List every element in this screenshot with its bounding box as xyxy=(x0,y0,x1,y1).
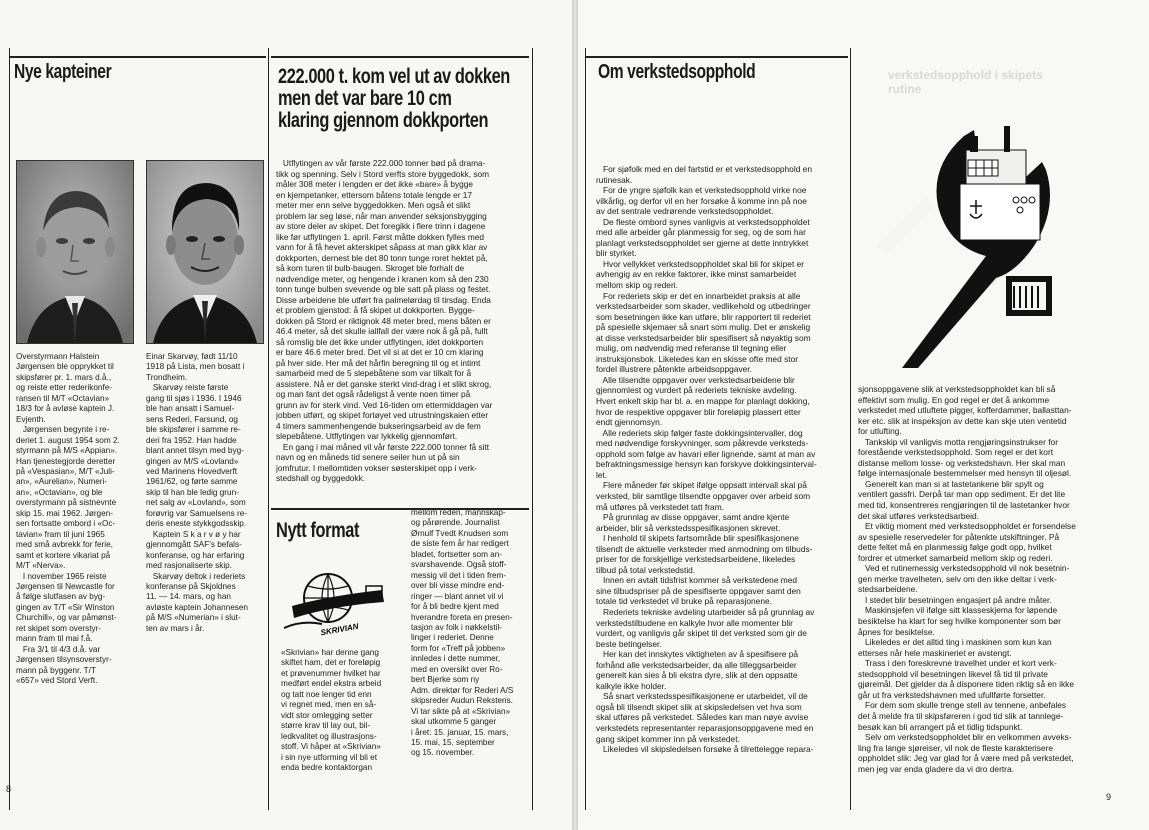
wrench-ship-illustration xyxy=(856,96,1074,368)
skrivian-logo xyxy=(282,560,392,640)
headline-line-2: men det var bare 10 cm xyxy=(278,87,452,110)
headline-line-3: klaring gjennom dokkporten xyxy=(278,109,489,132)
section-rule xyxy=(10,56,266,58)
column-rule xyxy=(532,48,533,810)
article-body-verkstedsopphold-col1: For sjøfolk med en del fartstid er et verkstedsopphold en rutinesak. For de yngre sjøfolk kan et verkstedsopphold virke noe vilkårlig, og derfor vil en her forsøke å komme inn på noe av det sentrale vedrørende verkstedsoppholdet. De fleste ombord synes vanligvis at verkstedsoppholdet med alle arbeider går planmessig for seg, og de som har planlagt verkstedsoppholdet ser gjerne at dette inntrykket blir styrket. Hvor vellykket verkstedsoppholdet skal bli for skipet er avhengig av en rekke faktorer, ikke minst samarbeidet mellom skip og rederi. For rederiets skip er det en innarbeidet praksis at alle verkstedsarbeider som skader, vedlikehold og utbedringer som besetningen ikke kan utføre, blir rapportert til rederiet på spesielle skjemaer så snart som mulig. Det er ønskelig at disse verkstedsarbeider blir spesifisert så nøyaktig som mulig, om nødvendig med referanse til tegning eller instruksjonsbok. Likeledes kan en skisse ofte med stor fordel illustrere påtenkte arbeidsoppgaver. Alle tilsendte oppgaver over verkstedsarbeidene blir gjennomlest og vurdert på rederiets tekniske avdeling. Hvert enkelt skip har bl. a. en mappe for planlagt dokking, hvor de respektive oppgaver blir foreløpig plassert etter endt gjennomsyn. Alle rederiets skip følger faste dokkingsintervaller, dog med nødvendige forskyvninger, som påkrevde verksteds- opphold som følge av havari eller lignende, samt at man av befraktningsmessige hensyn kan forskyve dokkingsinterval- let. Flere måneder før skipet ifølge oppsatt intervall skal på verksted, blir samtlige tilsendte oppgaver over arbeid som må utføres på verkstedet tatt fram. På grunnlag av disse oppgaver, samt andre kjente arbeider, blir så verkstedsspesifikasjonen skrevet. I henhold til skipets fartsområde blir spesifikasjonene tilsendt de aktuelle verksteder med anmodning om tilbuds- priser for de forskjellige verkstedsarbeidene, likeledes tilbud på total verkstedstid. Innen en avtalt tidsfrist kommer så verkstedene med sine tilbudspriser på de spesifiserte oppgaver samt den totale tid verkstedet vil bruke på reparasjonene. Rederiets tekniske avdeling utarbeider så på grunnlag av verkstedstilbudene en kalkyle hvor alle momenter blir vurdert, og vanligvis går skipet til det verksted som gir de beste betingelser. Her kan det innskytes viktigheten av å spesifisere på forhånd alle verkstedsarbeider, da alle tilleggsarbeider generelt kan sies å bli ekstra dyre, slik at den oppsatte kalkyle ikke holder. Så snart verkstedsspesifikasjonene er utarbeidet, vil de også bli tilsendt skipet slik at skipsledelsen vet hva som skal utføres på verkstedet. Således kan man nøye avvise verkstedets representanter reparasjonsoppgavene med en gang skipet kommer inn på verkstedet. Likeledes vil skipsledelsen forsøke å tilrettelegge repara- xyxy=(596,164,817,755)
section-rule xyxy=(586,56,848,58)
caption-skarvoy: Einar Skarvøy, født 11/10 1918 på Lista, men bosatt i Trondheim. Skarvøy reiste første gang til sjøs i 1936. I 1946 ble han ansatt i Samuel- sens Rederi, Farsund, og ble skipsfører i samme re- deri fra 1952. Han hadde blant annet tilsyn med byg- gingen av M/S «Lovland» ved Marinens Hovedverft 1961/62, og førte samme skip til han ble ledig grun- net salg av «Lovland», som forøvrig var Samuelsens re- deris eneste stykkgodsskip. Kaptein S k a r v ø y har gjennomgått SAF's befals- konferanse, og har erfaring med rasjonaliserte skip. Skarvøy deltok i rederiets konferanse på Skjoldnes 11. — 14. mars, og han avløste kaptein Johannesen på M/S «Numerian» i slut- ten av mars i år. xyxy=(146,352,248,633)
left-page xyxy=(0,0,572,830)
section-title-nytt-format: Nytt format xyxy=(276,519,360,542)
column-rule xyxy=(585,48,586,810)
section-rule xyxy=(271,56,529,58)
column-rule xyxy=(268,48,269,810)
article-body-nytt-format-col1: «Skrivian» har denne gang skiftet ham, det er foreløpig et prøvenummer hvilket har medført endel ekstra arbeid og tatt noe lenger tid enn vi regnet med, men en så- vidt stor omlegging setter større krav til lay out, bil- ledkvalitet og illustrasjons- stoff. Vi håper at «Skrivian» i sin nye utforming vil bli et enda bedre kontaktorgan xyxy=(281,648,382,772)
show-through-text: verkstedsopphold i skipets rutine xyxy=(888,68,1043,96)
portrait-photo-jorgensen xyxy=(16,160,134,344)
article-body-nytt-format-col2: mellom rederi, mannskap- og pårørende. Journalist Ørnulf Tvedt Knudsen som de siste fem år har redigert bladet, fortsetter som an- svarshavende. Også stoff- messig vil det i tiden frem- over bli visse mindre end- ringer — blant annet vil vi for å bli bedre kjent med hverandre foreta en presen- tasjon av folk i nøkkelstil- linger i rederiet. Denne form for «Treff på jobben» innledes i dette nummer, med en oversikt over Ro- bert Bjerke som ny Adm. direktør for Rederi A/S skipsreder Audun Rekstens. Vi tar sikte på at «Skrivian» skal utkomme 5 ganger i året: 15. januar, 15. mars, 15. mai, 15. september og 15. november. xyxy=(411,508,514,758)
section-title-verkstedsopphold: Om verkstedsopphold xyxy=(598,61,756,83)
column-rule xyxy=(9,48,10,810)
page-number-left: 8 xyxy=(6,784,12,794)
section-title-nye-kapteiner: Nye kapteiner xyxy=(14,61,112,83)
caption-jorgensen: Overstyrmann Halstein Jørgensen ble opprykket til skipsfører pr. 1. mars d.å., og reiste etter rederikonfe- ransen til M/T «Octavian» 18/3 for å avløse kaptein J. Evjenth. Jørgensen begynte i re- deriet 1. august 1954 som 2. styrmann på M/S «Appian». Han tjenestegjorde deretter på «Vespasian», M/T «Juli- an», «Aurelian», Numeri- an», «Octavian», og ble overstyrmann på sistnevnte skip 15. mai 1962. Jørgen- sen fortsatte ombord i «Oc- tavian» fram til juni 1965 med små avbrekk for ferie, samt et kortere vikariat på M/T «Nerva». I november 1965 reiste Jørgensen til Newcastle for å følge slutfasen av byg- gingen av T/T «Sir Winston Churchill», og var påmønst- ret skipet som overstyr- mann fram til mai f.å. Fra 3/1 til 4/3 d.å. var Jørgensen tilsynsoverstyr- mann på byggenr. T/T «657» ved Stord Verft. xyxy=(16,352,120,686)
page-number-right: 9 xyxy=(1106,792,1112,802)
portrait-photo-skarvoy xyxy=(146,160,264,344)
article-body-verkstedsopphold-col2: sjonsoppgavene slik at verkstedsoppholdet kan bli så effektivt som mulig. En god regel er det å ankomme verkstedet med utluftete pigger, kofferdammer, ballasttan- ker etc. slik at inspeksjon av dette kan skje uten ventetid for utlufting. Tankskip vil vanligvis motta rengjøringsinstrukser for forestående verkstedsopphold. Som regel er det kort distanse mellom losse- og verkstedshavn. Her skal man følge internasjonale bestemmelser med hensyn til oljesøl. Generelt kan man si at lastetankene blir spylt og ventilert gassfri. Derpå tar man opp sediment. Er det lite med tid, konsentreres rengjøringen til de lastetanker hvor det skal utføres verkstedsarbeid. Et viktig moment med verkstedsoppholdet er forsendelse av spesielle reservedeler for påtenkte utskiftninger. På dette feltet må en planmessig følge godt opp, hvilket fordrer et utmerket samarbeid mellom skip og rederi. Ved et rutinemessig verkstedsopphold vil nok besetnin- gen merke travelheten, selv om den ikke deltar i verk- stedsarbeidene. I stedet blir besetningen engasjert på andre måter. Maskinsjefen vil ifølge sitt klasseskjema for løpende besiktelse ha klart for seg hvilke komponenter som bør åpnes for besiktelse. Likeledes er det alltid ting i maskinen som kun kan etterses når hele maskineriet er avstengt. Trass i den foreskrevne travelhet under et kort verk- stedsopphold vil besetningen likevel få tid til private gjøremål. Det gjelder da å disponere tiden riktig så en ikke går ut fra verkstedshavnen med ufullførte forsetter. For dem som skulle trenge stell av tennene, anbefales det å melde fra til skipsføreren i god tid slik at tannlege- besøk kan bli arrangert på et tidlig tidspunkt. Selv om verkstedsoppholdet blir en velkommen avveks- ling fra lange sjøreiser, vil nok de fleste karakterisere oppholdet slik: Jeg var glad for å være med på verkstedet, men jeg var enda gladere da vi dro dertra. xyxy=(858,384,1076,774)
article-body-dokken: Utflytingen av vår første 222.000 tonner bød på drama- tikk og spenning. Selv i Stord verfts store byggedokk, som måler 308 meter i lengden er det ikke «bare» å bygge en kjempetanker, ettersom båtens totale lengde er 17 meter mer enn selve byggedokken. Men også et slikt problem lar seg løse, når man anvender seksjonsbygging av store deler av skipet. Det foregikk i flere trinn i dagene like før utflytingen 1. april. Først måtte dokken fylles med vann for å få hevet akterskipet såpass at man gikk klar av dokkporten, dernest ble det 80 tonn tunge roret hektet på, så kom turen til bulb-baugen. Skroget ble forhalt de nødvendige meter, og hengende i kranen kom så den 230 tonn tunge bulben svevende og ble satt på plass og festet. Disse arbeidene ble utført fra palmelørdag til tirsdag. Enda et problem gjenstod: å få skipet ut dokkporten. Bygge- dokken på Stord er riktignok 48 meter bred, mens båten er 46.4 meter, så det skulle iallfall der være nok å gå på, fullt så romslig ble det ikke under utflytingen, idet dokkporten er bare 46.6 meter bred. Det vil si at det er 10 cm klaring på hver side. Her må det hårfin beregning til og et intimt samarbeid med de 5 slepebåtene som var tilkalt for å assistere. Nå er det ganske sterkt vind-drag i et slikt skrog, og man fant det også rådeligst å vente noen timer på grunn av for sterk vind. Ved 16-tiden om ettermiddagen var jobben utført, og skipet fortøyet ved utrustningskaien etter 4 timers sammenhengende bukseringsarbeid av de fem slepebåtene. Utflytingen var lykkelig gjennomført. En gang i mai måned vil vår første 222.000 tonner få sitt navn og en måneds tid senere seiler hun ut på sin jomfrutur. I mellomtiden vokser søsterskipet opp i verk- stedshall og byggedokk. xyxy=(276,158,493,483)
right-page xyxy=(578,0,1149,830)
column-rule xyxy=(850,48,851,810)
skrivian-logo-text: SKRIVIAN xyxy=(319,621,360,638)
headline-line-1: 222.000 t. kom vel ut av dokken xyxy=(278,65,510,88)
